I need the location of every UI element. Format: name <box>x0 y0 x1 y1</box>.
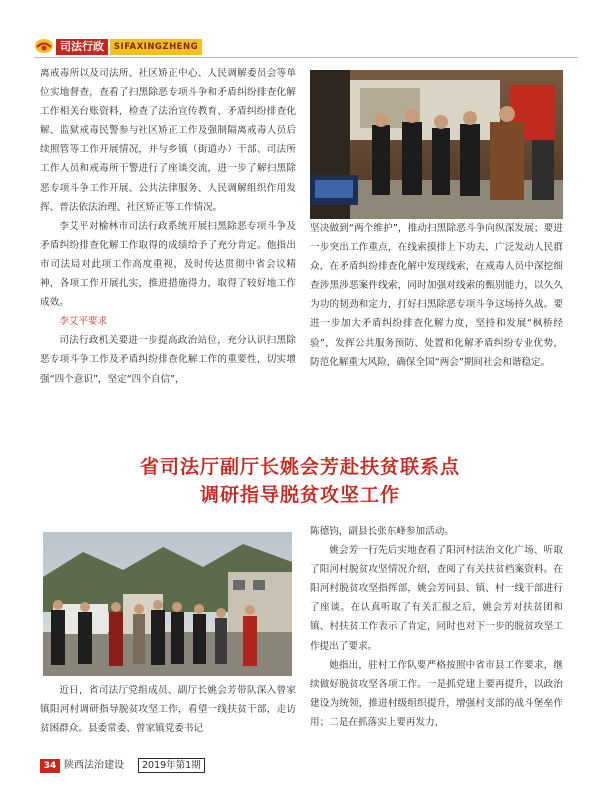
emblem-icon <box>34 38 54 54</box>
bottom-right-column <box>310 522 563 732</box>
bottom-left-column <box>40 681 296 738</box>
village-visit-photo <box>43 532 292 676</box>
top-right-column <box>310 219 563 372</box>
header-divider <box>34 57 578 58</box>
paragraph: 陈德钧，副县长张东峰参加活动。 <box>310 526 454 537</box>
issue-label: 2019年第1期 <box>138 758 205 773</box>
top-left-column <box>40 64 296 389</box>
paragraph: 司法行政机关要进一步提高政治站位，充分认识扫黑除恶专项斗争工作及矛盾纠纷排查化解工作的重要性，切实增强“四个意识”，坚定“四个自信”， <box>40 335 296 385</box>
paragraph: 李艾平对榆林市司法行政系统开展扫黑除恶专项斗争及矛盾纠纷排查化解工作取得的成绩给予了充分肯定。他指出市司法局对此项工作高度重视，及时传达贯彻中省会议精神，各项工作开展扎实，推进措施得力，取得了较好地工作成效。 <box>40 220 296 309</box>
article-title-line-1: 省司法厅副厅长姚会芳赴扶贫联系点 <box>139 456 460 478</box>
page-number: 34 <box>40 759 60 773</box>
article-title-line-2: 调研指导脱贫攻坚工作 <box>199 484 400 506</box>
magazine-title: 陕西法治建设 <box>64 760 124 771</box>
section-label-en: SIFAXINGZHENG <box>110 39 202 55</box>
paragraph: 坚决做到“两个维护”，推动扫黑除恶斗争向纵深发展；要进一步突出工作重点，在线索摸排上下功夫，广泛发动人民群众，在矛盾纠纷排查化解中发现线索，在戒毒人员中深挖细查涉黑涉恶案件线索，同时加强对线索的甄别能力，以久久为功的韧劲和定力，打好扫黑除恶专项斗争这场持久战。要进一步加大矛盾纠纷排查化解力度，坚持和发展“枫桥经验”，发挥公共服务预防、处置和化解矛盾纠纷专业优势，防范化解重大风险，确保全国“两会”期间社会和谐稳定。 <box>310 223 563 368</box>
section-label-cn: 司法行政 <box>56 39 108 55</box>
paragraph: 她指出，驻村工作队要严格按照中省市县工作要求，继续做好脱贫攻坚各项工作。一是抓党建上要再提升，以政治建设为统领，推进村级组织提升，增强村支部的战斗堡垒作用；二是在抓落实上要再发力， <box>310 659 563 728</box>
subheading: 李艾平要求 <box>59 316 108 328</box>
paragraph: 姚会芳一行先后实地查看了阳河村法治文化广场、听取了阳河村脱贫攻坚情况介绍，查阅了有关扶贫档案资料。在阳河村脱贫攻坚指挥部，姚会芳同县、镇、村一线干部进行了座谈。在认真听取了有关汇报之后，姚会芳对扶贫团和镇、村扶贫工作表示了肯定，同时也对下一步的脱贫攻坚工作提出了要求。 <box>310 545 563 652</box>
paragraph: 近日，省司法厅党组成员、副厅长姚会芳带队深入曾家镇阳河村调研指导脱贫攻坚工作，看望一线扶贫干部，走访贫困群众。县委常委、曾家镇党委书记 <box>40 685 296 735</box>
meeting-photo <box>310 70 563 219</box>
paragraph: 离戒毒所以及司法所、社区矫正中心、人民调解委员会等单位实地督查，查看了扫黑除恶专项斗争和矛盾纠纷排查化解工作相关台账资料，检查了法治宣传教育、矛盾纠纷排查化解、监狱戒毒民警参与社区矫正工作及强制隔离戒毒人员后续照管等工作开展情况，并与乡镇（街道办）干部、司法所工作人员和戒毒所干警进行了座谈交流，进一步了解扫黑除恶专项斗争工作开展、公共法律服务、人民调解组织作用发挥、普法依法治理、社区矫正等工作情况。 <box>40 68 296 213</box>
